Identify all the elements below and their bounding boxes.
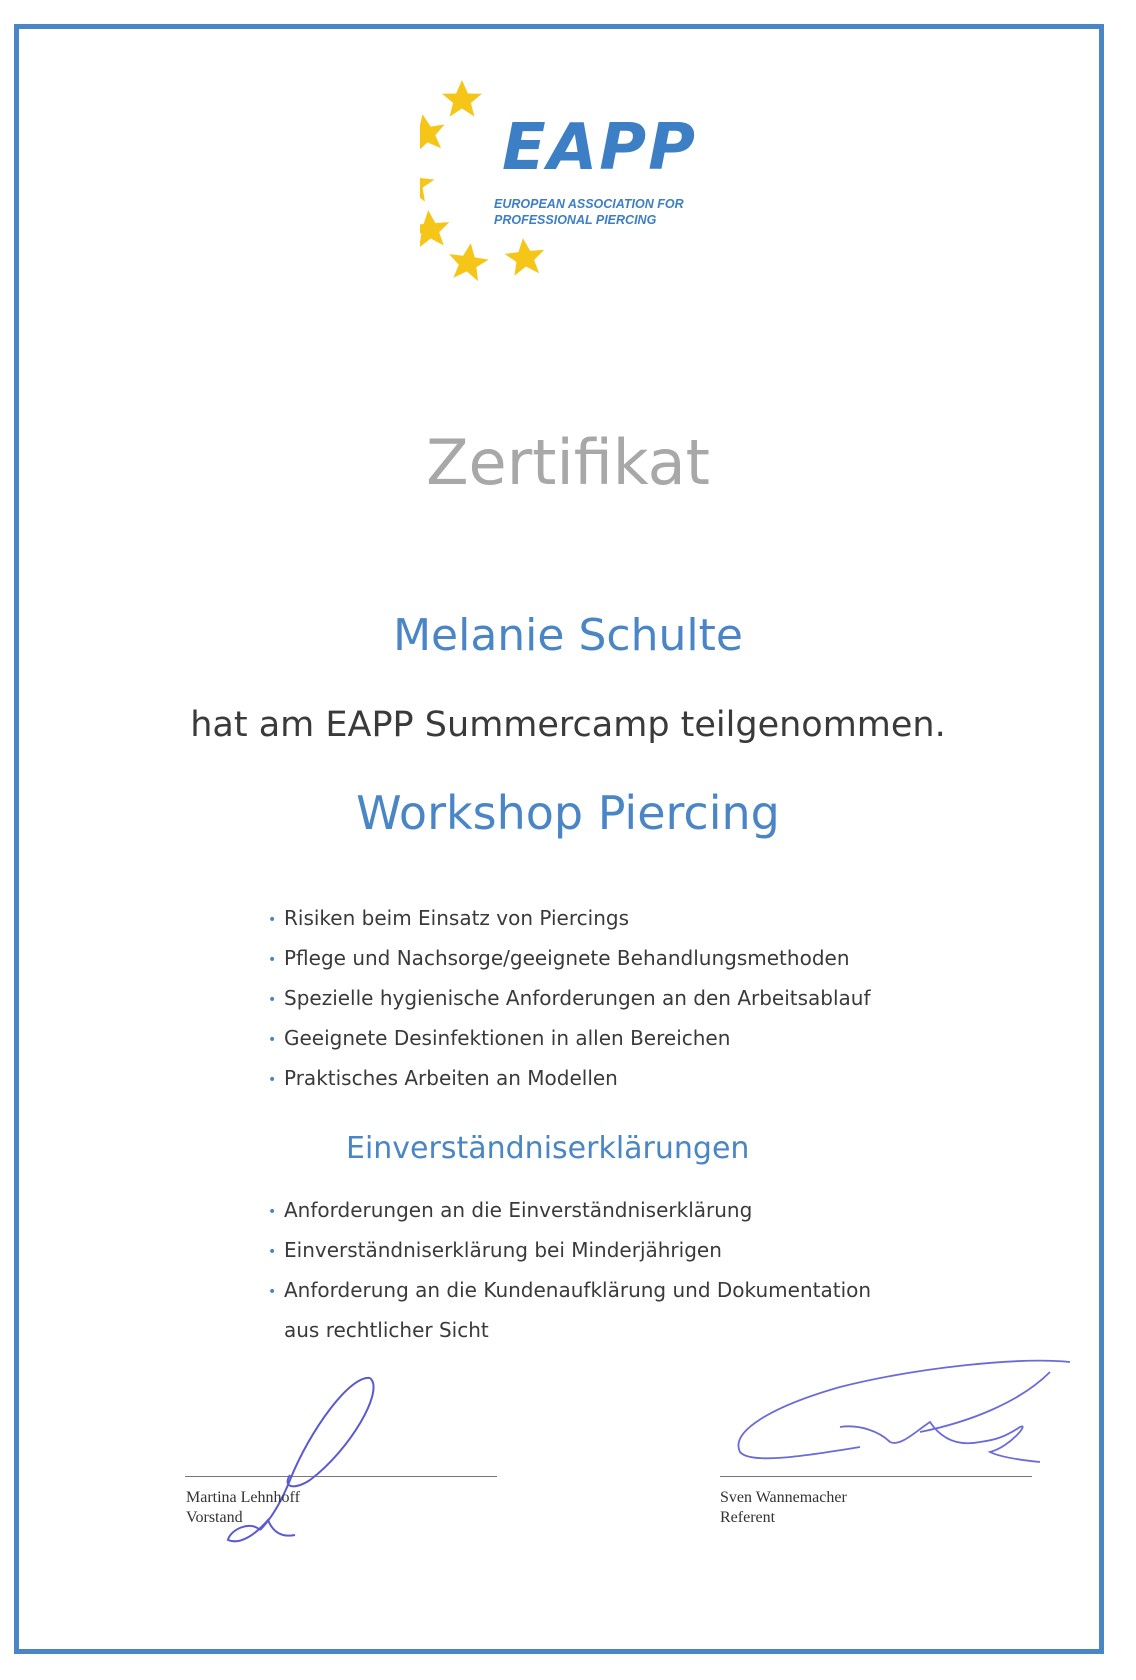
star-icon: [442, 80, 482, 117]
list-item: [268, 1190, 871, 1230]
logo-subtitle: [494, 196, 724, 228]
star-icon: [420, 111, 449, 154]
star-icon: [420, 162, 436, 202]
list-item: [268, 1018, 871, 1058]
signatory-right: [720, 1488, 847, 1528]
star-icon: [446, 240, 491, 282]
list-item-text: Geeignete Desinfektionen in allen Bereichen: [284, 1026, 731, 1050]
list-item-text: aus rechtlicher Sicht: [284, 1318, 489, 1342]
signatory-role: Referent: [720, 1509, 776, 1526]
signatory-name: Sven Wannemacher: [720, 1489, 847, 1506]
bullet-icon: •: [268, 1071, 277, 1088]
certificate-title: Zertifikat: [426, 426, 710, 499]
topic-list: [268, 898, 871, 1098]
list-item: [268, 978, 871, 1018]
signature-line-right: [720, 1476, 1032, 1477]
list-item-text: Pflege und Nachsorge/geeignete Behandlungsmethoden: [284, 946, 850, 970]
list-item: [268, 1230, 871, 1270]
list-item-continuation: [268, 1310, 871, 1350]
star-icon: [503, 236, 547, 277]
list-item-text: Anforderung an die Kundenaufklärung und Dokumentation: [284, 1278, 872, 1302]
bullet-icon: •: [268, 1243, 277, 1260]
signatory-name: Martina Lehnhoff: [186, 1489, 300, 1506]
consent-heading: Einverständniserklärungen: [346, 1131, 750, 1166]
logo-subtitle-line: PROFESSIONAL PIERCING: [494, 213, 657, 227]
list-item-text: Anforderungen an die Einverständniserklärung: [284, 1198, 753, 1222]
participation-statement: hat am EAPP Summercamp teilgenommen.: [190, 705, 946, 745]
eapp-logo: [420, 78, 720, 298]
logo-subtitle-line: EUROPEAN ASSOCIATION FOR: [494, 197, 684, 211]
signatory-role: Vorstand: [186, 1509, 243, 1526]
signatory-left: [186, 1488, 300, 1528]
list-item: [268, 898, 871, 938]
list-item-text: Praktisches Arbeiten an Modellen: [284, 1066, 618, 1090]
consent-list: [268, 1190, 871, 1350]
signature-right-scribble: [720, 1352, 1080, 1472]
bullet-icon: •: [268, 991, 277, 1008]
list-item: [268, 938, 871, 978]
list-item-text: Einverständniserklärung bei Minderjährigen: [284, 1238, 722, 1262]
bullet-icon: •: [268, 1031, 277, 1048]
bullet-icon: •: [268, 1203, 277, 1220]
star-icon: [420, 208, 451, 248]
recipient-name: Melanie Schulte: [393, 610, 743, 661]
logo-acronym: EAPP: [502, 111, 698, 185]
bullet-icon: •: [268, 911, 277, 928]
list-item: [268, 1270, 871, 1310]
list-item-text: Risiken beim Einsatz von Piercings: [284, 906, 629, 930]
workshop-title: Workshop Piercing: [356, 786, 780, 840]
list-item-text: Spezielle hygienische Anforderungen an den Arbeitsablauf: [284, 986, 871, 1010]
list-item: [268, 1058, 871, 1098]
bullet-icon: •: [268, 1283, 277, 1300]
bullet-icon: •: [268, 951, 277, 968]
